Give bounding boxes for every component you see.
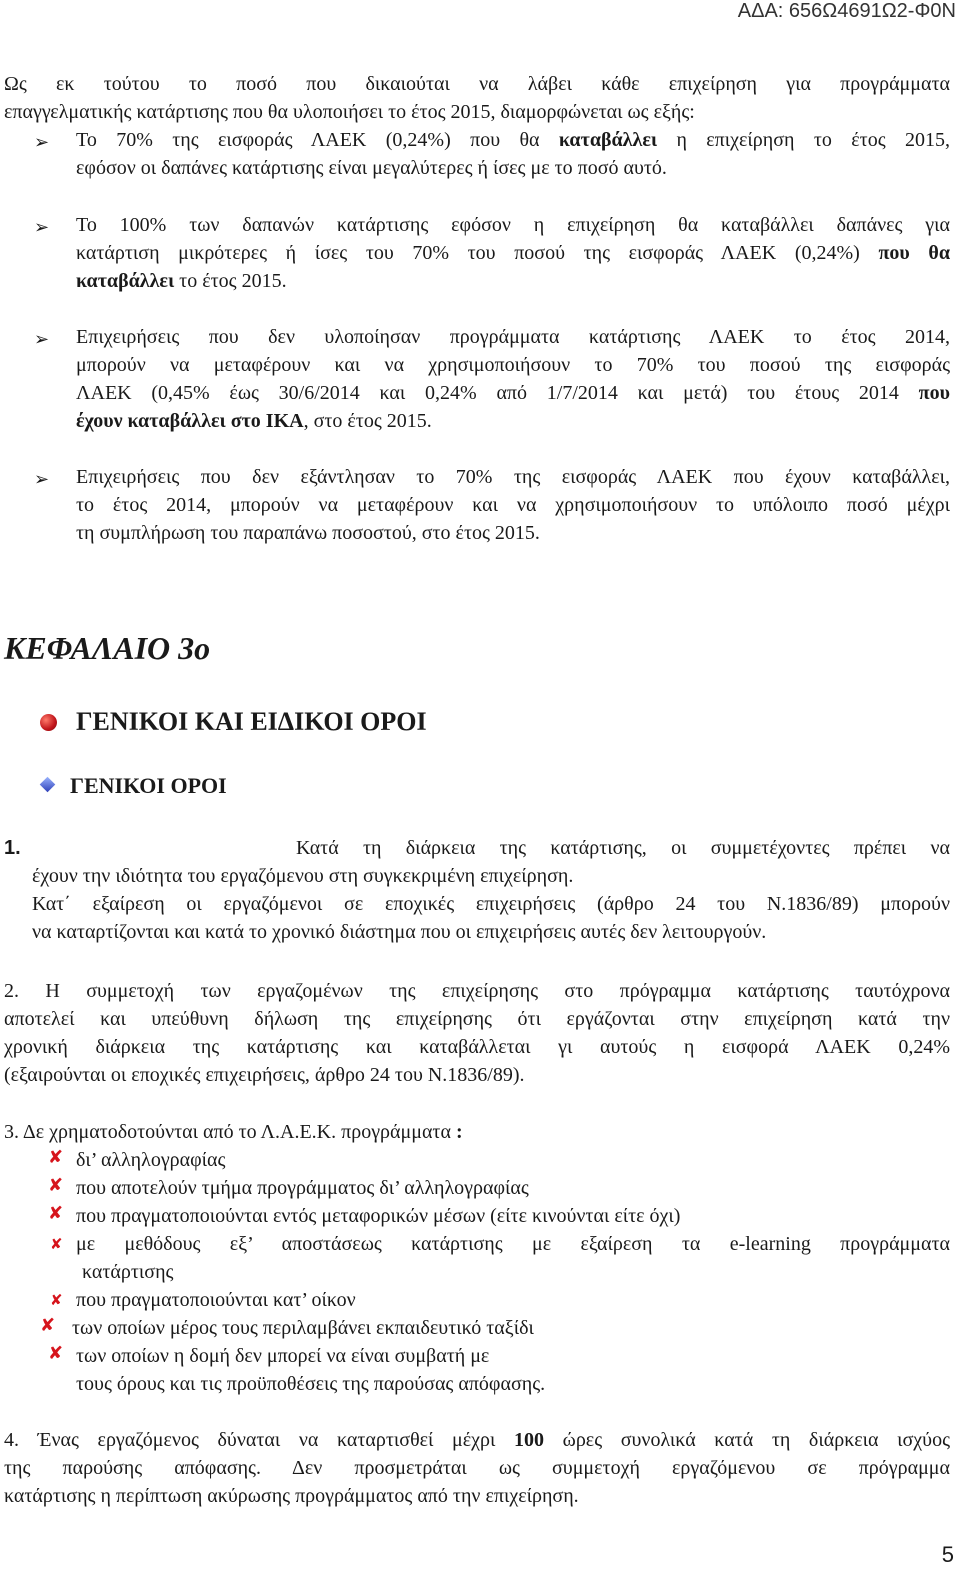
item-4 [4, 1426, 950, 1510]
item-1-line-3: Κατ΄ εξαίρεση οι εργαζόμενοι σε εποχικές επιχειρήσεις (άρθρο 24 του Ν.1836/89) μπορούν [32, 893, 950, 915]
item-3-x-1: δι’ αλληλογραφίας [76, 1149, 226, 1171]
item-3-x-2: που αποτελούν τμήμα προγράμματος δι’ αλληλογραφίας [76, 1177, 529, 1199]
bullet-1 [76, 126, 950, 182]
arrow-right-icon: ➢ [34, 469, 50, 489]
page-number: 5 [941, 1542, 954, 1567]
item-3-x-6: των οποίων μέρος τους περιλαμβάνει εκπαιδευτικό ταξίδι [72, 1317, 534, 1339]
arrow-right-icon: ➢ [34, 329, 50, 349]
x-mark-icon: ✘ [48, 1175, 64, 1196]
item-3-heading: 3. Δε χρηματοδοτούνται από το Λ.Α.Ε.Κ. προγράμματα : [4, 1121, 463, 1143]
bullet-4-line-3: τη συμπλήρωση του παραπάνω ποσοστού, στο έτος 2015. [76, 522, 540, 544]
item-1-line-4: να καταρτίζονται και κατά το χρονικό διάστημα που οι επιχειρήσεις αυτές δεν λειτουργούν. [32, 921, 767, 943]
bullet-3-line-4: έχουν καταβάλλει στο ΙΚΑ, στο έτος 2015. [76, 410, 432, 432]
bullet-1-line-2: εφόσον οι δαπάνες κατάρτισης είναι μεγαλύτερες ή ίσες με το ποσό αυτό. [76, 157, 667, 179]
bullet-4-line-2: το έτος 2014, μπορούν να μεταφέρουν και να χρησιμοποιήσουν το υπόλοιπο ποσό μέχρι [76, 494, 950, 516]
bullet-2 [76, 211, 950, 295]
item-2-line-3: χρονική διάρκεια της κατάρτισης και καταβάλλεται γι αυτούς η εισφορά ΛΑΕΚ 0,24% [4, 1036, 950, 1058]
item-1-number: 1. [4, 837, 21, 859]
ada-code: ΑΔΑ: 656Ω4691Ω2-Φ0Ν [737, 0, 956, 22]
item-3-x-3: που πραγματοποιούνται εντός μεταφορικών μέσων (είτε κινούνται είτε όχι) [76, 1205, 681, 1227]
x-mark-icon: ✘ [50, 1235, 63, 1253]
item-2-line-1: 2. Η συμμετοχή των εργαζομένων της επιχείρησης στο πρόγραμμα κατάρτισης ταυτόχρονα [4, 980, 950, 1002]
item-4-line-3: κατάρτισης η περίπτωση ακύρωσης προγράμματος από την επιχείρηση. [4, 1485, 579, 1507]
item-1-line-2: έχουν την ιδιότητα του εργαζόμενου στη συγκεκριμένη επιχείρηση. [32, 865, 574, 887]
item-4-line-1: 4. Ένας εργαζόμενος δύναται να καταρτισθεί μέχρι 100 ώρες συνολικά κατά τη διάρκεια ισχύος [4, 1429, 951, 1451]
red-circle-bullet-icon [40, 714, 57, 731]
item-1-line-1: Κατά τη διάρκεια της κατάρτισης, οι συμμετέχοντες πρέπει να [296, 837, 950, 859]
item-3-x-7: των οποίων η δομή δεν μπορεί να είναι συμβατή με τους όρους και τις προϋποθέσεις της παρούσας απόφασης. [76, 1345, 546, 1395]
x-mark-icon: ✘ [48, 1203, 64, 1224]
item-3-x-4: με μεθόδους εξ’ αποστάσεως κατάρτισης με εξαίρεση τα e-learning προγράμματα κατάρτισης [76, 1233, 950, 1283]
item-2 [4, 977, 950, 1089]
subsection-title: ΓΕΝΙΚΟΙ ΟΡΟΙ [70, 773, 227, 798]
arrow-right-icon: ➢ [34, 217, 50, 237]
item-2-line-2: αποτελεί και υπεύθυνη δήλωση της επιχείρησης ότι εργάζονται στην επιχείρηση κατά την [4, 1008, 950, 1030]
x-mark-icon: ✘ [48, 1343, 64, 1364]
bullet-3-line-2: μπορούν να μεταφέρουν και να χρησιμοποιήσουν το 70% του ποσού της εισφοράς [76, 354, 950, 376]
section-title: ΓΕΝΙΚΟΙ ΚΑΙ ΕΙΔΙΚΟΙ ΟΡΟΙ [76, 707, 427, 736]
bullet-3-line-1: Επιχειρήσεις που δεν υλοποίησαν προγράμματα κατάρτισης ΛΑΕΚ το έτος 2014, [76, 326, 950, 348]
bullet-2-line-2: κατάρτιση μικρότερες ή ίσες του 70% του ποσού της εισφοράς ΛΑΕΚ (0,24%) που θα [76, 242, 950, 264]
item-2-line-4: (εξαιρούνται οι εποχικές επιχειρήσεις, άρθρο 24 του Ν.1836/89). [4, 1064, 525, 1086]
x-mark-icon: ✘ [40, 1315, 56, 1336]
intro-line-1: Ως εκ τούτου το ποσό που δικαιούται να λάβει κάθε επιχείρηση για προγράμματα [4, 73, 950, 95]
bullet-1-line-1: Το 70% της εισφοράς ΛΑΕΚ (0,24%) που θα καταβάλλει η επιχείρηση το έτος 2015, [76, 129, 950, 151]
item-4-line-2: της παρούσης απόφασης. Δεν προσμετράται ως συμμετοχή εργαζόμενου σε πρόγραμμα [4, 1457, 950, 1479]
blue-diamond-bullet-icon [40, 777, 56, 793]
intro-paragraph [4, 70, 950, 126]
bullet-4 [76, 463, 950, 547]
bullet-2-line-3: καταβάλλει το έτος 2015. [76, 270, 287, 292]
intro-line-2: επαγγελματικής κατάρτισης που θα υλοποιήσει το έτος 2015, διαμορφώνεται ως εξής: [4, 101, 695, 123]
bullet-3 [76, 323, 950, 435]
chapter-title: ΚΕΦΑΛΑΙΟ 3ο [4, 630, 211, 666]
bullet-2-line-1: Το 100% των δαπανών κατάρτισης εφόσον η επιχείρηση θα καταβάλλει δαπάνες για [76, 214, 950, 236]
bullet-3-line-3: ΛΑΕΚ (0,45% έως 30/6/2014 και 0,24% από 1/7/2014 και μετά) του έτους 2014 που [76, 382, 950, 404]
bullet-4-line-1: Επιχειρήσεις που δεν εξάντλησαν το 70% της εισφοράς ΛΑΕΚ που έχουν καταβάλλει, [76, 466, 950, 488]
item-3-x-5: που πραγματοποιούνται κατ’ οίκον [76, 1289, 356, 1311]
item-1-body [32, 862, 950, 946]
x-mark-icon: ✘ [48, 1147, 64, 1168]
x-mark-icon: ✘ [50, 1291, 63, 1309]
arrow-right-icon: ➢ [34, 132, 50, 152]
